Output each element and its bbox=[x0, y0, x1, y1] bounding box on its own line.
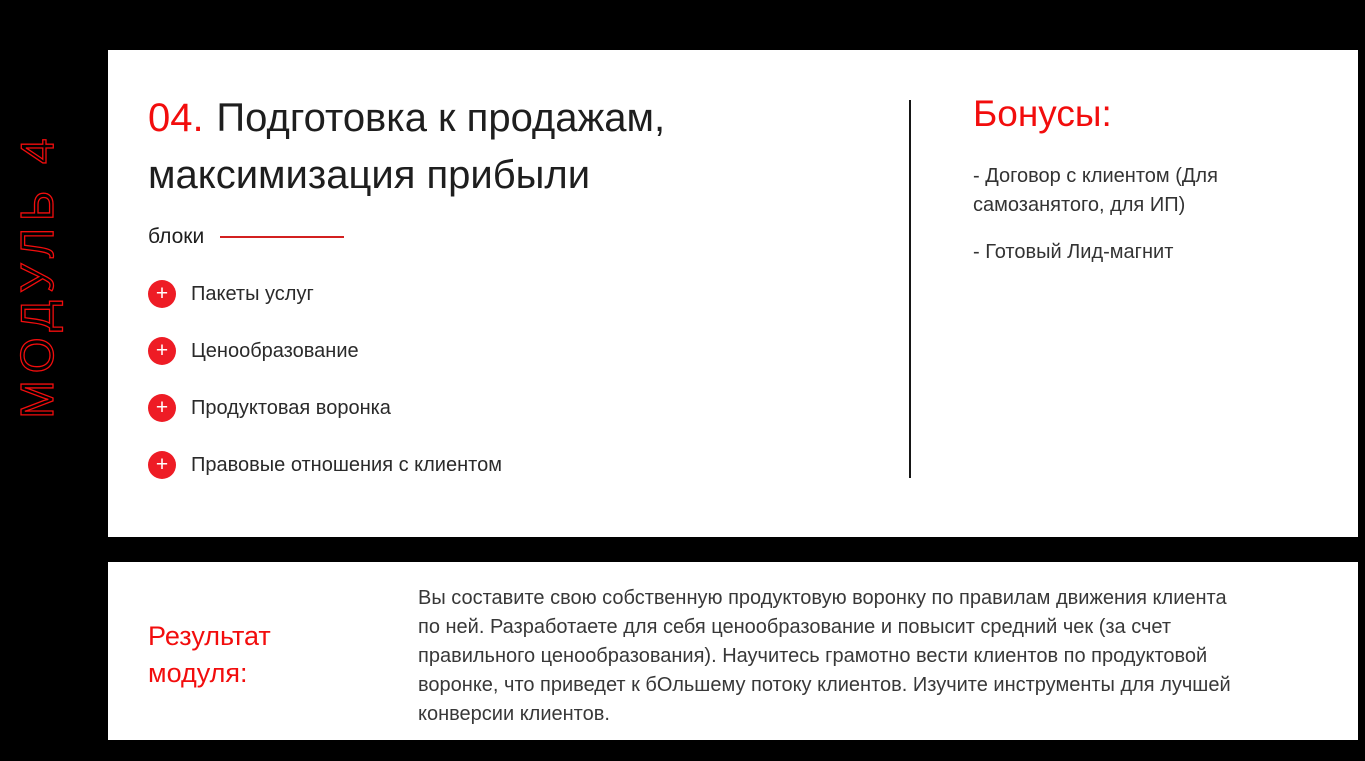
module-title-line1 bbox=[148, 90, 665, 147]
blocks-header bbox=[148, 222, 344, 252]
vertical-divider bbox=[909, 100, 911, 478]
plus-glyph: + bbox=[155, 452, 169, 476]
list-item-label: Правовые отношения с клиентом bbox=[191, 453, 502, 476]
plus-glyph: + bbox=[155, 395, 169, 419]
module-title-text: Подготовка к продажам, bbox=[216, 96, 666, 140]
result-text bbox=[418, 584, 1231, 729]
module-card bbox=[108, 50, 1358, 537]
list-item bbox=[148, 394, 502, 422]
list-item bbox=[148, 337, 502, 365]
list-item-label: Ценообразование bbox=[191, 339, 359, 362]
blocks-label: блоки bbox=[148, 225, 205, 248]
plus-icon[interactable] bbox=[148, 451, 176, 479]
plus-icon[interactable] bbox=[148, 394, 176, 422]
plus-icon[interactable] bbox=[148, 337, 176, 365]
result-card bbox=[108, 562, 1358, 740]
bonuses-section bbox=[973, 92, 1303, 285]
list-item-label: Продуктовая воронка bbox=[191, 396, 391, 419]
bonus-item: - Готовый Лид-магнит bbox=[973, 241, 1174, 263]
result-text-line: Вы составите свою собственную продуктовую воронку по правилам движения клиента bbox=[418, 587, 1227, 609]
result-text-line: конверсии клиентов. bbox=[418, 703, 610, 725]
bonus-item: - Договор с клиентом (Для самозанятого, для ИП) bbox=[973, 165, 1218, 216]
module-title-line2: максимизация прибыли bbox=[148, 153, 591, 197]
plus-icon[interactable] bbox=[148, 280, 176, 308]
result-text-line: воронке, что приведет к бОльшему потоку клиентов. Изучите инструменты для лучшей bbox=[418, 674, 1231, 696]
red-rule bbox=[220, 236, 344, 238]
bonuses-heading: Бонусы: bbox=[973, 93, 1112, 134]
module-number: 04. bbox=[148, 96, 204, 140]
plus-glyph: + bbox=[155, 281, 169, 305]
result-text-line: правильного ценообразования). Научитесь грамотно вести клиентов по продуктовой bbox=[418, 645, 1208, 667]
list-item bbox=[148, 451, 502, 479]
result-text-line: по ней. Разработаете для себя ценообразование и повысит средний чек (за счет bbox=[418, 616, 1172, 638]
list-item bbox=[148, 280, 502, 308]
list-item-label: Пакеты услуг bbox=[191, 282, 314, 305]
blocks-list bbox=[148, 280, 502, 508]
result-label: Результат модуля: bbox=[148, 621, 271, 688]
module-title bbox=[148, 90, 665, 204]
module-vertical-label: МОДУЛЬ 4 bbox=[11, 131, 63, 419]
plus-glyph: + bbox=[155, 338, 169, 362]
